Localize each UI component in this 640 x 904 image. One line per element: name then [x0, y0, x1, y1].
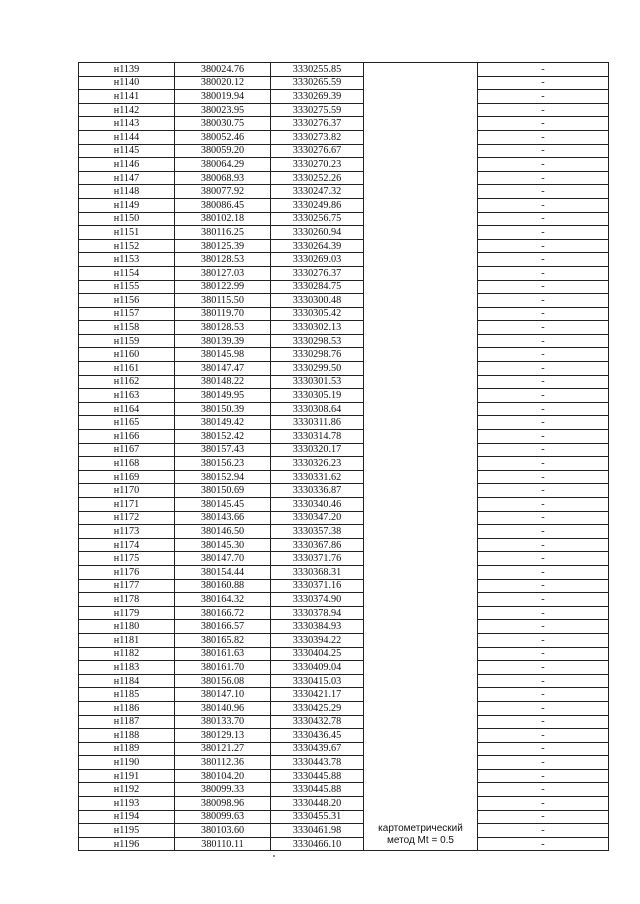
table-row [79, 239, 609, 253]
y-coordinate-cell: 3330425.29 [271, 701, 364, 715]
y-coordinate-cell: 3330409.04 [271, 661, 364, 675]
dash-cell: - [478, 307, 609, 321]
table-row [79, 525, 609, 539]
x-coordinate-cell: 380103.60 [175, 824, 271, 838]
x-coordinate-cell: 380161.70 [175, 661, 271, 675]
y-coordinate-cell: 3330367.86 [271, 538, 364, 552]
y-coordinate-cell: 3330298.53 [271, 334, 364, 348]
dash-cell: - [478, 701, 609, 715]
table-row [79, 647, 609, 661]
dash-cell: - [478, 416, 609, 430]
scan-speck [273, 855, 275, 857]
dash-cell: - [478, 756, 609, 770]
dash-cell: - [478, 212, 609, 226]
y-coordinate-cell: 3330252.26 [271, 171, 364, 185]
y-coordinate-cell: 3330275.59 [271, 103, 364, 117]
y-coordinate-cell: 3330443.78 [271, 756, 364, 770]
x-coordinate-cell: 380164.32 [175, 593, 271, 607]
dash-cell: - [478, 661, 609, 675]
y-coordinate-cell: 3330276.67 [271, 144, 364, 158]
point-name-cell: н1188 [79, 729, 175, 743]
y-coordinate-cell: 3330249.86 [271, 198, 364, 212]
table-row [79, 90, 609, 104]
x-coordinate-cell: 380116.25 [175, 226, 271, 240]
y-coordinate-cell: 3330264.39 [271, 239, 364, 253]
table-row [79, 769, 609, 783]
table-row [79, 824, 609, 838]
point-name-cell: н1160 [79, 348, 175, 362]
table-row [79, 226, 609, 240]
dash-cell: - [478, 185, 609, 199]
coordinates-table [78, 62, 609, 851]
dash-cell: - [478, 348, 609, 362]
table-row [79, 729, 609, 743]
dash-cell: - [478, 824, 609, 838]
point-name-cell: н1175 [79, 552, 175, 566]
point-name-cell: н1180 [79, 620, 175, 634]
x-coordinate-cell: 380068.93 [175, 171, 271, 185]
dash-cell: - [478, 457, 609, 471]
table-row [79, 266, 609, 280]
x-coordinate-cell: 380110.11 [175, 837, 271, 851]
dash-cell: - [478, 565, 609, 579]
point-name-cell: н1169 [79, 470, 175, 484]
dash-cell: - [478, 362, 609, 376]
table-row [79, 742, 609, 756]
point-name-cell: н1150 [79, 212, 175, 226]
table-row [79, 837, 609, 851]
point-name-cell: н1159 [79, 334, 175, 348]
y-coordinate-cell: 3330461.98 [271, 824, 364, 838]
x-coordinate-cell: 380143.66 [175, 511, 271, 525]
method-line-1: картометрический [378, 823, 463, 835]
y-coordinate-cell: 3330308.64 [271, 402, 364, 416]
table-row [79, 280, 609, 294]
table-row [79, 402, 609, 416]
dash-cell: - [478, 688, 609, 702]
dash-cell: - [478, 294, 609, 308]
point-name-cell: н1146 [79, 158, 175, 172]
x-coordinate-cell: 380122.99 [175, 280, 271, 294]
table-row [79, 511, 609, 525]
y-coordinate-cell: 3330314.78 [271, 430, 364, 444]
y-coordinate-cell: 3330357.38 [271, 525, 364, 539]
point-name-cell: н1161 [79, 362, 175, 376]
dash-cell: - [478, 117, 609, 131]
point-name-cell: н1157 [79, 307, 175, 321]
y-coordinate-cell: 3330276.37 [271, 266, 364, 280]
table-row [79, 810, 609, 824]
y-coordinate-cell: 3330270.23 [271, 158, 364, 172]
point-name-cell: н1194 [79, 810, 175, 824]
dash-cell: - [478, 158, 609, 172]
dash-cell: - [478, 810, 609, 824]
x-coordinate-cell: 380119.70 [175, 307, 271, 321]
table-row [79, 783, 609, 797]
y-coordinate-cell: 3330404.25 [271, 647, 364, 661]
dash-cell: - [478, 498, 609, 512]
x-coordinate-cell: 380157.43 [175, 443, 271, 457]
dash-cell: - [478, 63, 609, 77]
point-name-cell: н1155 [79, 280, 175, 294]
table-row [79, 484, 609, 498]
point-name-cell: н1183 [79, 661, 175, 675]
y-coordinate-cell: 3330299.50 [271, 362, 364, 376]
dash-cell: - [478, 321, 609, 335]
table-row [79, 63, 609, 77]
y-coordinate-cell: 3330340.46 [271, 498, 364, 512]
point-name-cell: н1173 [79, 525, 175, 539]
point-name-cell: н1174 [79, 538, 175, 552]
x-coordinate-cell: 380102.18 [175, 212, 271, 226]
table-row [79, 470, 609, 484]
point-name-cell: н1147 [79, 171, 175, 185]
x-coordinate-cell: 380129.13 [175, 729, 271, 743]
table-row [79, 688, 609, 702]
dash-cell: - [478, 783, 609, 797]
x-coordinate-cell: 380166.57 [175, 620, 271, 634]
dash-cell: - [478, 797, 609, 811]
x-coordinate-cell: 380086.45 [175, 198, 271, 212]
coordinates-table-body [79, 63, 609, 851]
x-coordinate-cell: 380147.70 [175, 552, 271, 566]
dash-cell: - [478, 239, 609, 253]
y-coordinate-cell: 3330371.16 [271, 579, 364, 593]
point-name-cell: н1151 [79, 226, 175, 240]
point-name-cell: н1177 [79, 579, 175, 593]
y-coordinate-cell: 3330302.13 [271, 321, 364, 335]
x-coordinate-cell: 380099.33 [175, 783, 271, 797]
table-row [79, 307, 609, 321]
table-row [79, 430, 609, 444]
dash-cell: - [478, 90, 609, 104]
table-row [79, 362, 609, 376]
x-coordinate-cell: 380128.53 [175, 253, 271, 267]
y-coordinate-cell: 3330320.17 [271, 443, 364, 457]
y-coordinate-cell: 3330347.20 [271, 511, 364, 525]
dash-cell: - [478, 226, 609, 240]
point-name-cell: н1167 [79, 443, 175, 457]
dash-cell: - [478, 579, 609, 593]
point-name-cell: н1192 [79, 783, 175, 797]
x-coordinate-cell: 380147.47 [175, 362, 271, 376]
y-coordinate-cell: 3330269.39 [271, 90, 364, 104]
point-name-cell: н1187 [79, 715, 175, 729]
point-name-cell: н1186 [79, 701, 175, 715]
y-coordinate-cell: 3330336.87 [271, 484, 364, 498]
table-row [79, 348, 609, 362]
x-coordinate-cell: 380154.44 [175, 565, 271, 579]
table-row [79, 130, 609, 144]
y-coordinate-cell: 3330256.75 [271, 212, 364, 226]
x-coordinate-cell: 380064.29 [175, 158, 271, 172]
y-coordinate-cell: 3330368.31 [271, 565, 364, 579]
point-name-cell: н1181 [79, 633, 175, 647]
dash-cell: - [478, 552, 609, 566]
point-name-cell: н1158 [79, 321, 175, 335]
table-row [79, 756, 609, 770]
table-row [79, 416, 609, 430]
x-coordinate-cell: 380145.30 [175, 538, 271, 552]
x-coordinate-cell: 380024.76 [175, 63, 271, 77]
y-coordinate-cell: 3330301.53 [271, 375, 364, 389]
x-coordinate-cell: 380098.96 [175, 797, 271, 811]
point-name-cell: н1190 [79, 756, 175, 770]
y-coordinate-cell: 3330276.37 [271, 117, 364, 131]
table-row [79, 144, 609, 158]
x-coordinate-cell: 380166.72 [175, 606, 271, 620]
point-name-cell: н1149 [79, 198, 175, 212]
table-row [79, 538, 609, 552]
table-row [79, 253, 609, 267]
method-line-2: метод Mt = 0.5 [387, 835, 454, 847]
dash-cell: - [478, 266, 609, 280]
y-coordinate-cell: 3330445.88 [271, 769, 364, 783]
y-coordinate-cell: 3330255.85 [271, 63, 364, 77]
point-name-cell: н1148 [79, 185, 175, 199]
y-coordinate-cell: 3330432.78 [271, 715, 364, 729]
table-row [79, 294, 609, 308]
x-coordinate-cell: 380165.82 [175, 633, 271, 647]
table-row [79, 158, 609, 172]
y-coordinate-cell: 3330384.93 [271, 620, 364, 634]
dash-cell: - [478, 130, 609, 144]
x-coordinate-cell: 380148.22 [175, 375, 271, 389]
point-name-cell: н1140 [79, 76, 175, 90]
y-coordinate-cell: 3330298.76 [271, 348, 364, 362]
table-row [79, 375, 609, 389]
dash-cell: - [478, 606, 609, 620]
dash-cell: - [478, 729, 609, 743]
table-row [79, 620, 609, 634]
y-coordinate-cell: 3330331.62 [271, 470, 364, 484]
point-name-cell: н1182 [79, 647, 175, 661]
point-name-cell: н1189 [79, 742, 175, 756]
point-name-cell: н1195 [79, 824, 175, 838]
table-row [79, 715, 609, 729]
point-name-cell: н1143 [79, 117, 175, 131]
y-coordinate-cell: 3330273.82 [271, 130, 364, 144]
y-coordinate-cell: 3330466.10 [271, 837, 364, 851]
x-coordinate-cell: 380145.98 [175, 348, 271, 362]
dash-cell: - [478, 402, 609, 416]
dash-cell: - [478, 198, 609, 212]
x-coordinate-cell: 380147.10 [175, 688, 271, 702]
x-coordinate-cell: 380152.94 [175, 470, 271, 484]
dash-cell: - [478, 389, 609, 403]
table-row [79, 212, 609, 226]
point-name-cell: н1156 [79, 294, 175, 308]
y-coordinate-cell: 3330305.42 [271, 307, 364, 321]
dash-cell: - [478, 525, 609, 539]
y-coordinate-cell: 3330378.94 [271, 606, 364, 620]
method-cell [364, 63, 478, 851]
x-coordinate-cell: 380149.42 [175, 416, 271, 430]
y-coordinate-cell: 3330374.90 [271, 593, 364, 607]
table-row [79, 579, 609, 593]
point-name-cell: н1163 [79, 389, 175, 403]
y-coordinate-cell: 3330247.32 [271, 185, 364, 199]
point-name-cell: н1166 [79, 430, 175, 444]
table-row [79, 701, 609, 715]
table-row [79, 171, 609, 185]
x-coordinate-cell: 380121.27 [175, 742, 271, 756]
dash-cell: - [478, 837, 609, 851]
point-name-cell: н1154 [79, 266, 175, 280]
point-name-cell: н1153 [79, 253, 175, 267]
point-name-cell: н1193 [79, 797, 175, 811]
point-name-cell: н1164 [79, 402, 175, 416]
dash-cell: - [478, 334, 609, 348]
x-coordinate-cell: 380128.53 [175, 321, 271, 335]
x-coordinate-cell: 380161.63 [175, 647, 271, 661]
table-row [79, 661, 609, 675]
table-row [79, 552, 609, 566]
x-coordinate-cell: 380104.20 [175, 769, 271, 783]
y-coordinate-cell: 3330265.59 [271, 76, 364, 90]
x-coordinate-cell: 380030.75 [175, 117, 271, 131]
x-coordinate-cell: 380146.50 [175, 525, 271, 539]
dash-cell: - [478, 484, 609, 498]
point-name-cell: н1165 [79, 416, 175, 430]
dash-cell: - [478, 633, 609, 647]
dash-cell: - [478, 742, 609, 756]
x-coordinate-cell: 380156.08 [175, 674, 271, 688]
dash-cell: - [478, 375, 609, 389]
x-coordinate-cell: 380150.69 [175, 484, 271, 498]
y-coordinate-cell: 3330439.67 [271, 742, 364, 756]
point-name-cell: н1172 [79, 511, 175, 525]
x-coordinate-cell: 380150.39 [175, 402, 271, 416]
point-name-cell: н1145 [79, 144, 175, 158]
point-name-cell: н1184 [79, 674, 175, 688]
x-coordinate-cell: 380077.92 [175, 185, 271, 199]
point-name-cell: н1152 [79, 239, 175, 253]
x-coordinate-cell: 380019.94 [175, 90, 271, 104]
y-coordinate-cell: 3330448.20 [271, 797, 364, 811]
y-coordinate-cell: 3330415.03 [271, 674, 364, 688]
dash-cell: - [478, 769, 609, 783]
dash-cell: - [478, 443, 609, 457]
table-row [79, 117, 609, 131]
table-row [79, 565, 609, 579]
y-coordinate-cell: 3330305.19 [271, 389, 364, 403]
y-coordinate-cell: 3330371.76 [271, 552, 364, 566]
y-coordinate-cell: 3330421.17 [271, 688, 364, 702]
y-coordinate-cell: 3330269.03 [271, 253, 364, 267]
dash-cell: - [478, 647, 609, 661]
table-row [79, 498, 609, 512]
point-name-cell: н1176 [79, 565, 175, 579]
point-name-cell: н1142 [79, 103, 175, 117]
y-coordinate-cell: 3330284.75 [271, 280, 364, 294]
point-name-cell: н1185 [79, 688, 175, 702]
x-coordinate-cell: 380149.95 [175, 389, 271, 403]
y-coordinate-cell: 3330260.94 [271, 226, 364, 240]
y-coordinate-cell: 3330436.45 [271, 729, 364, 743]
x-coordinate-cell: 380156.23 [175, 457, 271, 471]
x-coordinate-cell: 380139.39 [175, 334, 271, 348]
table-row [79, 103, 609, 117]
y-coordinate-cell: 3330445.88 [271, 783, 364, 797]
point-name-cell: н1144 [79, 130, 175, 144]
table-row [79, 797, 609, 811]
x-coordinate-cell: 380099.63 [175, 810, 271, 824]
dash-cell: - [478, 253, 609, 267]
point-name-cell: н1179 [79, 606, 175, 620]
table-row [79, 443, 609, 457]
method-text [364, 823, 477, 850]
point-name-cell: н1168 [79, 457, 175, 471]
table-row [79, 389, 609, 403]
dash-cell: - [478, 76, 609, 90]
table-row [79, 185, 609, 199]
dash-cell: - [478, 470, 609, 484]
x-coordinate-cell: 380145.45 [175, 498, 271, 512]
x-coordinate-cell: 380125.39 [175, 239, 271, 253]
x-coordinate-cell: 380127.03 [175, 266, 271, 280]
dash-cell: - [478, 715, 609, 729]
dash-cell: - [478, 620, 609, 634]
point-name-cell: н1171 [79, 498, 175, 512]
y-coordinate-cell: 3330455.31 [271, 810, 364, 824]
y-coordinate-cell: 3330394.22 [271, 633, 364, 647]
dash-cell: - [478, 144, 609, 158]
x-coordinate-cell: 380059.20 [175, 144, 271, 158]
dash-cell: - [478, 280, 609, 294]
point-name-cell: н1139 [79, 63, 175, 77]
x-coordinate-cell: 380112.36 [175, 756, 271, 770]
dash-cell: - [478, 511, 609, 525]
table-row [79, 321, 609, 335]
table-row [79, 76, 609, 90]
point-name-cell: н1196 [79, 837, 175, 851]
y-coordinate-cell: 3330300.48 [271, 294, 364, 308]
point-name-cell: н1178 [79, 593, 175, 607]
x-coordinate-cell: 380133.70 [175, 715, 271, 729]
table-row [79, 334, 609, 348]
y-coordinate-cell: 3330311.86 [271, 416, 364, 430]
point-name-cell: н1191 [79, 769, 175, 783]
table-row [79, 633, 609, 647]
dash-cell: - [478, 430, 609, 444]
x-coordinate-cell: 380160.88 [175, 579, 271, 593]
x-coordinate-cell: 380020.12 [175, 76, 271, 90]
x-coordinate-cell: 380052.46 [175, 130, 271, 144]
point-name-cell: н1170 [79, 484, 175, 498]
dash-cell: - [478, 593, 609, 607]
dash-cell: - [478, 538, 609, 552]
point-name-cell: н1141 [79, 90, 175, 104]
x-coordinate-cell: 380023.95 [175, 103, 271, 117]
table-row [79, 674, 609, 688]
dash-cell: - [478, 674, 609, 688]
x-coordinate-cell: 380140.96 [175, 701, 271, 715]
y-coordinate-cell: 3330326.23 [271, 457, 364, 471]
table-row [79, 457, 609, 471]
dash-cell: - [478, 171, 609, 185]
table-row [79, 593, 609, 607]
point-name-cell: н1162 [79, 375, 175, 389]
table-row [79, 606, 609, 620]
x-coordinate-cell: 380152.42 [175, 430, 271, 444]
x-coordinate-cell: 380115.50 [175, 294, 271, 308]
table-row [79, 198, 609, 212]
dash-cell: - [478, 103, 609, 117]
